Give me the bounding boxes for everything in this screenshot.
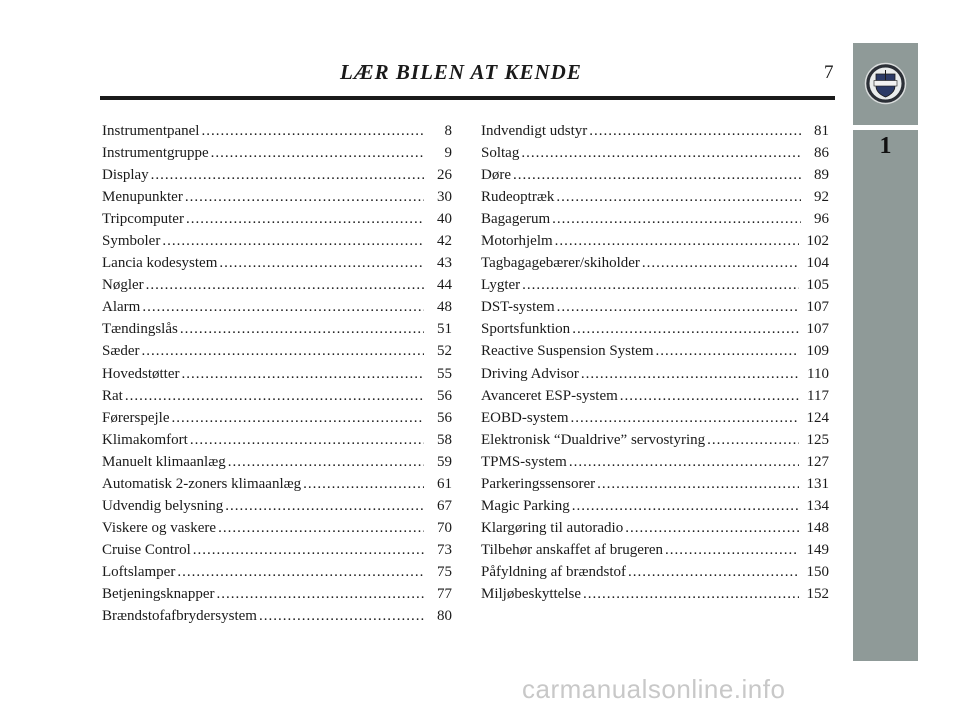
toc-entry-title: Klimakomfort <box>102 431 188 448</box>
toc-entry[interactable] <box>481 429 829 451</box>
toc-entry-page: 117 <box>807 387 829 404</box>
side-tab-separator <box>853 125 918 130</box>
toc-entry[interactable] <box>102 296 452 318</box>
toc-entry-page: 77 <box>437 585 452 602</box>
toc-dot-leader <box>142 340 425 362</box>
toc-dot-leader <box>513 164 801 186</box>
toc-entry-page: 150 <box>806 563 829 580</box>
toc-entry[interactable] <box>102 451 452 473</box>
toc-entry-title: Betjeningsknapper <box>102 585 215 602</box>
toc-entry[interactable] <box>481 252 829 274</box>
toc-entry[interactable] <box>102 385 452 407</box>
toc-entry-title: Rudeoptræk <box>481 189 555 206</box>
toc-dot-leader <box>218 517 424 539</box>
toc-entry[interactable] <box>481 407 829 429</box>
toc-dot-leader <box>597 473 798 495</box>
toc-entry-title: Avanceret ESP-system <box>481 387 618 404</box>
toc-dot-leader <box>656 340 799 362</box>
toc-entry-title: Elektronisk “Dualdrive” servostyring <box>481 431 706 448</box>
toc-entry-page: 81 <box>814 123 829 139</box>
toc-entry-title: Bagagerum <box>481 211 551 228</box>
toc-entry-title: Nøgler <box>102 277 144 294</box>
toc-entry-title: Viskere og vaskere <box>102 519 217 536</box>
toc-entry[interactable] <box>481 583 829 605</box>
toc-entry[interactable] <box>102 517 452 539</box>
toc-entry-title: Soltag <box>481 145 520 162</box>
toc-entry-title: Påfyldning af brændstof <box>481 563 626 580</box>
toc-entry-page: 26 <box>437 167 452 184</box>
lancia-logo-icon <box>864 62 907 105</box>
toc-dot-leader <box>569 451 799 473</box>
toc-entry-title: Magic Parking <box>481 497 570 514</box>
toc-entry[interactable] <box>481 208 829 230</box>
toc-entry-page: 109 <box>806 343 829 360</box>
toc-entry[interactable] <box>481 164 829 186</box>
toc-entry-page: 70 <box>437 519 452 536</box>
toc-entry-page: 42 <box>437 233 452 250</box>
toc-entry-page: 96 <box>814 211 829 228</box>
toc-entry[interactable] <box>481 495 829 517</box>
header-rule <box>100 96 835 100</box>
toc-entry-title: Parkeringssensorer <box>481 475 596 492</box>
toc-dot-leader <box>142 296 424 318</box>
toc-dot-leader <box>642 252 799 274</box>
toc-entry[interactable] <box>102 340 452 362</box>
toc-entry[interactable] <box>102 318 452 340</box>
toc-entry-title: Hovedstøtter <box>102 365 180 382</box>
toc-entry[interactable] <box>102 583 452 605</box>
toc-entry-page: 89 <box>814 167 829 184</box>
toc-dot-leader <box>581 363 799 385</box>
toc-entry[interactable] <box>102 561 452 583</box>
toc-entry[interactable] <box>102 539 452 561</box>
toc-dot-leader <box>193 539 424 561</box>
toc-dot-leader <box>628 561 799 583</box>
toc-entry-page: 43 <box>437 255 452 272</box>
toc-entry-page: 152 <box>806 585 829 602</box>
toc-dot-leader <box>125 385 424 407</box>
toc-entry[interactable] <box>102 208 452 230</box>
toc-entry-title: Udvendig belysning <box>102 497 224 514</box>
toc-entry-title: Rat <box>102 387 123 404</box>
toc-entry-page: 105 <box>806 277 829 294</box>
toc-entry[interactable] <box>102 186 452 208</box>
toc-entry-page: 73 <box>437 541 452 558</box>
toc-entry-page: 104 <box>806 255 829 272</box>
toc-entry[interactable] <box>481 186 829 208</box>
toc-entry[interactable] <box>102 429 452 451</box>
toc-dot-leader <box>162 230 424 252</box>
toc-entry-page: 56 <box>437 409 452 426</box>
toc-entry-title: Instrumentpanel <box>102 123 200 139</box>
toc-entry-page: 107 <box>806 321 829 338</box>
toc-entry-page: 80 <box>437 608 452 625</box>
toc-entry-title: DST-system <box>481 299 555 316</box>
toc-entry-page: 8 <box>444 123 452 139</box>
toc-dot-leader <box>211 142 424 164</box>
toc-dot-leader <box>177 561 424 583</box>
toc-entry[interactable] <box>481 340 829 362</box>
toc-entry-title: Lancia kodesystem <box>102 255 218 272</box>
toc-entry-title: Automatisk 2-zoners klimaanlæg <box>102 475 302 492</box>
toc-dot-leader <box>583 583 799 605</box>
toc-entry-title: Manuelt klimaanlæg <box>102 453 226 470</box>
toc-entry[interactable] <box>102 363 452 385</box>
toc-entry-page: 127 <box>806 453 829 470</box>
toc-entry-title: Loftslamper <box>102 563 176 580</box>
toc-dot-leader <box>225 495 424 517</box>
toc-entry[interactable] <box>102 164 452 186</box>
toc-entry[interactable] <box>102 495 452 517</box>
toc-right-column <box>481 120 829 605</box>
toc-entry-page: 86 <box>814 145 829 162</box>
toc-entry-title: Sæder <box>102 343 140 360</box>
toc-entry-title: Cruise Control <box>102 541 191 558</box>
toc-entry-title: Sportsfunktion <box>481 321 571 338</box>
toc-entry-page: 110 <box>807 365 829 382</box>
toc-entry[interactable] <box>102 473 452 495</box>
toc-entry-page: 48 <box>437 299 452 316</box>
toc-dot-leader <box>181 363 424 385</box>
toc-dot-leader <box>665 539 798 561</box>
toc-entry-page: 52 <box>437 343 452 360</box>
toc-entry[interactable] <box>481 230 829 252</box>
toc-entry-title: Indvendigt udstyr <box>481 123 588 139</box>
toc-dot-leader <box>259 605 424 627</box>
toc-entry[interactable] <box>481 451 829 473</box>
toc-entry-title: Tripcomputer <box>102 211 184 228</box>
toc-entry[interactable] <box>102 142 452 164</box>
toc-entry-page: 92 <box>814 189 829 206</box>
toc-entry-page: 61 <box>437 475 452 492</box>
toc-dot-leader <box>201 120 424 142</box>
toc-entry[interactable] <box>481 517 829 539</box>
toc-entry-title: EOBD-system <box>481 409 569 426</box>
toc-entry[interactable] <box>481 274 829 296</box>
toc-entry[interactable] <box>481 539 829 561</box>
toc-dot-leader <box>303 473 424 495</box>
toc-dot-leader <box>521 142 801 164</box>
toc-entry-page: 124 <box>806 409 829 426</box>
toc-entry[interactable] <box>481 363 829 385</box>
toc-dot-leader <box>620 385 799 407</box>
toc-entry-title: Tilbehør anskaffet af brugeren <box>481 541 664 558</box>
toc-entry-title: Lygter <box>481 277 521 294</box>
toc-left-column <box>102 120 452 627</box>
toc-entry-page: 148 <box>806 519 829 536</box>
toc-entry-page: 131 <box>806 475 829 492</box>
toc-entry-title: Instrumentgruppe <box>102 145 209 162</box>
toc-entry-title: Menupunkter <box>102 189 183 206</box>
toc-entry-page: 58 <box>437 431 452 448</box>
page-title: LÆR BILEN AT KENDE <box>340 60 582 84</box>
toc-entry-title: TPMS-system <box>481 453 567 470</box>
toc-entry-page: 30 <box>437 189 452 206</box>
watermark: carmanualsonline.info <box>522 674 786 704</box>
toc-entry-page: 107 <box>806 299 829 316</box>
toc-dot-leader <box>572 495 799 517</box>
toc-dot-leader <box>185 186 424 208</box>
toc-entry-title: Tændingslås <box>102 321 178 338</box>
toc-entry-title: Alarm <box>102 299 141 316</box>
toc-entry[interactable] <box>481 296 829 318</box>
toc-entry-page: 44 <box>437 277 452 294</box>
toc-entry[interactable] <box>481 120 829 142</box>
toc-entry[interactable] <box>102 230 452 252</box>
toc-entry[interactable] <box>481 561 829 583</box>
toc-entry-title: Brændstofafbrydersystem <box>102 608 257 625</box>
toc-dot-leader <box>625 517 798 539</box>
toc-dot-leader <box>556 186 801 208</box>
toc-dot-leader <box>180 318 424 340</box>
toc-dot-leader <box>555 230 799 252</box>
toc-dot-leader <box>186 208 424 230</box>
toc-entry-page: 102 <box>806 233 829 250</box>
toc-dot-leader <box>589 120 801 142</box>
toc-dot-leader <box>219 252 424 274</box>
toc-entry-title: Display <box>102 167 149 184</box>
toc-entry-page: 51 <box>437 321 452 338</box>
toc-dot-leader <box>146 274 424 296</box>
toc-entry-page: 55 <box>437 365 452 382</box>
toc-dot-leader <box>216 583 424 605</box>
toc-dot-leader <box>571 407 799 429</box>
toc-entry-page: 40 <box>437 211 452 228</box>
toc-dot-leader <box>557 296 799 318</box>
toc-entry-title: Førerspejle <box>102 409 170 426</box>
toc-entry-page: 59 <box>437 453 452 470</box>
toc-entry-title: Reactive Suspension System <box>481 343 654 360</box>
toc-entry-page: 56 <box>437 387 452 404</box>
toc-dot-leader <box>522 274 798 296</box>
toc-entry-title: Døre <box>481 167 511 184</box>
toc-dot-leader <box>552 208 801 230</box>
toc-dot-leader <box>171 407 424 429</box>
toc-entry-title: Klargøring til autoradio <box>481 519 624 536</box>
toc-entry[interactable] <box>102 120 452 142</box>
toc-entry-page: 149 <box>806 541 829 558</box>
toc-entry[interactable] <box>102 407 452 429</box>
toc-entry[interactable] <box>481 142 829 164</box>
toc-entry[interactable] <box>481 473 829 495</box>
toc-entry-page: 75 <box>437 563 452 580</box>
toc-dot-leader <box>707 429 798 451</box>
toc-entry-title: Driving Advisor <box>481 365 579 382</box>
toc-entry-page: 67 <box>437 497 452 514</box>
toc-entry-page: 125 <box>806 431 829 448</box>
toc-entry[interactable] <box>481 385 829 407</box>
toc-entry-page: 9 <box>444 145 452 162</box>
toc-entry[interactable] <box>481 318 829 340</box>
toc-entry[interactable] <box>102 274 452 296</box>
toc-entry-title: Motorhjelm <box>481 233 553 250</box>
toc-entry-title: Tagbagagebærer/skiholder <box>481 255 640 272</box>
toc-entry-page: 134 <box>806 497 829 514</box>
toc-entry-title: Symboler <box>102 233 161 250</box>
toc-entry-title: Miljøbeskyttelse <box>481 585 581 602</box>
toc-dot-leader <box>151 164 424 186</box>
toc-dot-leader <box>190 429 424 451</box>
page-number: 7 <box>824 62 834 83</box>
toc-dot-leader <box>228 451 424 473</box>
toc-dot-leader <box>572 318 798 340</box>
toc-entry[interactable] <box>102 252 452 274</box>
chapter-number: 1 <box>879 133 892 159</box>
toc-entry[interactable] <box>102 605 452 627</box>
